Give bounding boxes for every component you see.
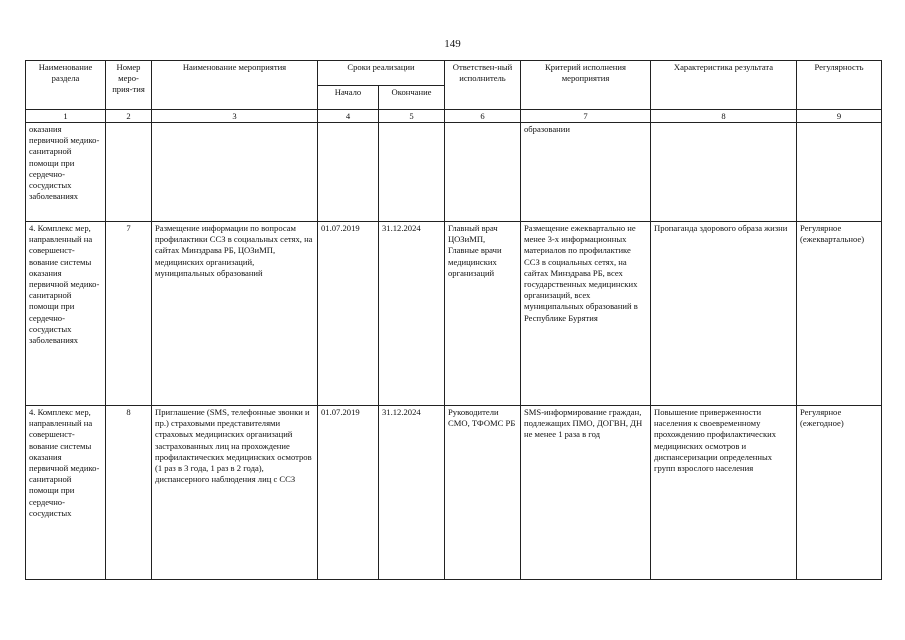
cell-responsible [445,123,521,222]
cell-start: 01.07.2019 [318,222,379,406]
cell-activity: Размещение информации по вопросам профилактики ССЗ в социальных сетях, на сайтах Минздрава РБ, ЦОЗиМП, медицинских организаций, муниципальных образований [152,222,318,406]
header-regularity: Регулярность [797,61,882,110]
cell-criterion: SMS-информирование граждан, подлежащих ПМО, ДОГВН, ДН не менее 1 раза в год [521,406,651,580]
table-row [26,406,882,580]
table-row [26,222,882,406]
cell-number: 7 [106,222,152,406]
cell-activity [152,123,318,222]
column-number: 4 [318,110,379,123]
cell-criterion: Размещение ежеквартально не менее 3-х информационных материалов по профилактике ССЗ в социальных сетях, на сайтах Минздрава РБ, всех государственных медицинских организаций, всех муниципальных образований в Республике Бурятия [521,222,651,406]
column-number-row [26,110,882,123]
cell-regularity: Регулярное (ежегодное) [797,406,882,580]
cell-responsible: Главный врач ЦОЗиМП, Главные врачи медицинских организаций [445,222,521,406]
cell-end: 31.12.2024 [379,222,445,406]
column-number: 2 [106,110,152,123]
cell-regularity: Регулярное (ежеквартальное) [797,222,882,406]
cell-result [651,123,797,222]
cell-end [379,123,445,222]
header-section: Наименование раздела [26,61,106,110]
cell-regularity [797,123,882,222]
column-number: 8 [651,110,797,123]
cell-result: Пропаганда здорового образа жизни [651,222,797,406]
cell-result: Повышение приверженности населения к своевременному прохождению профилактических медицинских осмотров и диспансеризации определенных групп взрослого населения [651,406,797,580]
column-number: 9 [797,110,882,123]
header-criterion: Критерий исполнения мероприятия [521,61,651,110]
header-result: Характеристика результата [651,61,797,110]
cell-end: 31.12.2024 [379,406,445,580]
header-timing: Сроки реализации [318,61,445,86]
cell-responsible: Руководители СМО, ТФОМС РБ [445,406,521,580]
header-end: Окончание [379,85,445,110]
cell-start [318,123,379,222]
column-number: 1 [26,110,106,123]
table-row [26,123,882,222]
column-number: 3 [152,110,318,123]
activities-table [25,60,882,580]
header-row-top [26,61,882,86]
header-activity: Наименование мероприятия [152,61,318,110]
cell-criterion: образовании [521,123,651,222]
cell-number [106,123,152,222]
cell-start: 01.07.2019 [318,406,379,580]
header-start: Начало [318,85,379,110]
page-number: 149 [444,38,461,50]
column-number: 6 [445,110,521,123]
cell-number: 8 [106,406,152,580]
header-responsible: Ответствен-ный исполнитель [445,61,521,110]
cell-section: 4. Комплекс мер, направленный на совершенст-вование системы оказания первичной медико-санитарной помощи при сердечно-сосудистых [26,406,106,580]
column-number: 5 [379,110,445,123]
cell-section: оказания первичной медико-санитарной помощи при сердечно-сосудистых заболеваниях [26,123,106,222]
column-number: 7 [521,110,651,123]
header-number: Номер меро-прия-тия [106,61,152,110]
cell-activity: Приглашение (SMS, телефонные звонки и пр.) страховыми представителями страховых медицинских организаций застрахованных лиц на прохождение профилактических медицинских осмотров (1 раз в 3 года, 1 раз в 2 года), диспансерного наблюдения лиц с ССЗ [152,406,318,580]
cell-section: 4. Комплекс мер, направленный на совершенст-вование системы оказания первичной медико-санитарной помощи при сердечно-сосудистых заболеваниях [26,222,106,406]
